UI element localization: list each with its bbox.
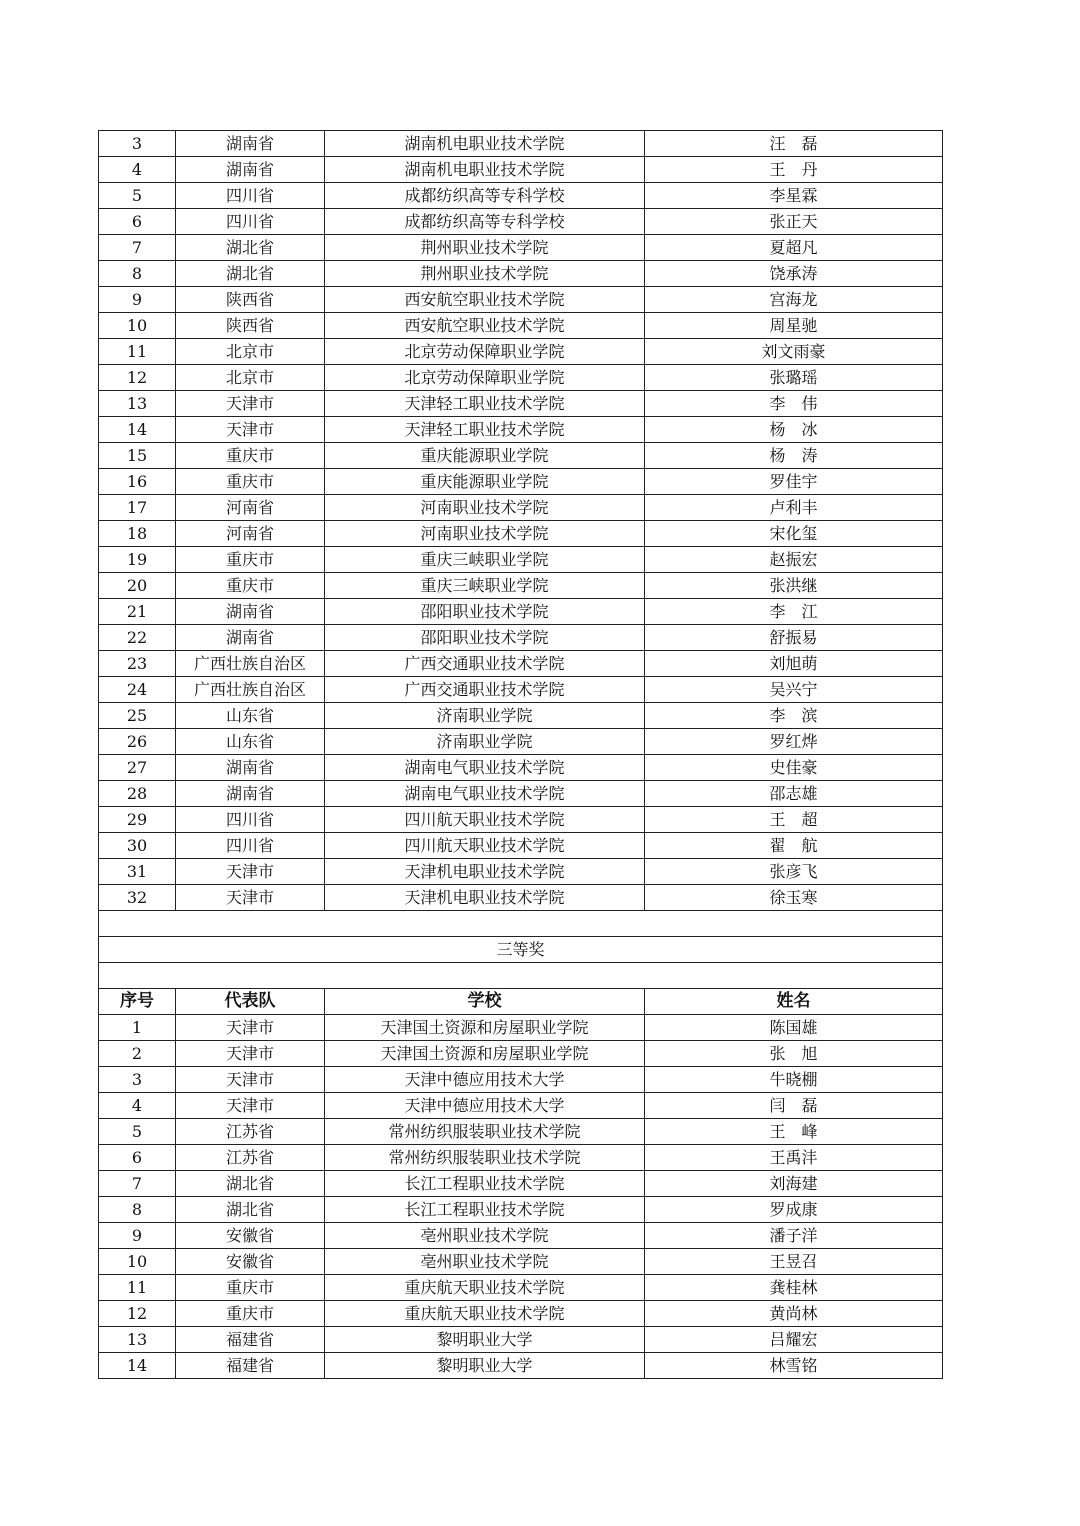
cell-team: 湖南省: [176, 781, 325, 807]
cell-team: 山东省: [176, 703, 325, 729]
cell-school: 广西交通职业技术学院: [325, 677, 645, 703]
cell-school: 荆州职业技术学院: [325, 235, 645, 261]
header-school: 学校: [325, 989, 645, 1015]
table-row: [99, 1301, 943, 1327]
table-row: [99, 1067, 943, 1093]
cell-no: 9: [99, 1223, 176, 1249]
cell-team: 重庆市: [176, 573, 325, 599]
cell-team: 重庆市: [176, 1275, 325, 1301]
cell-school: 重庆能源职业学院: [325, 443, 645, 469]
cell-team: 北京市: [176, 365, 325, 391]
cell-name: 张洪继: [645, 573, 943, 599]
cell-no: 10: [99, 313, 176, 339]
cell-name: 黄尚林: [645, 1301, 943, 1327]
cell-school: 长江工程职业技术学院: [325, 1197, 645, 1223]
table-row: [99, 1223, 943, 1249]
cell-no: 18: [99, 521, 176, 547]
cell-no: 5: [99, 183, 176, 209]
blank-row: [99, 963, 943, 989]
cell-school: 邵阳职业技术学院: [325, 625, 645, 651]
table-row: [99, 495, 943, 521]
table-row: [99, 677, 943, 703]
third-prize-rows: [99, 1015, 943, 1379]
cell-school: 北京劳动保障职业学院: [325, 365, 645, 391]
cell-school: 西安航空职业技术学院: [325, 313, 645, 339]
cell-no: 4: [99, 1093, 176, 1119]
cell-no: 25: [99, 703, 176, 729]
cell-team: 四川省: [176, 183, 325, 209]
cell-name: 林雪铭: [645, 1353, 943, 1379]
cell-team: 四川省: [176, 833, 325, 859]
table-row: [99, 781, 943, 807]
table-row: [99, 1093, 943, 1119]
cell-school: 天津中德应用技术大学: [325, 1067, 645, 1093]
cell-no: 22: [99, 625, 176, 651]
cell-school: 长江工程职业技术学院: [325, 1171, 645, 1197]
cell-team: 天津市: [176, 1015, 325, 1041]
cell-team: 湖南省: [176, 625, 325, 651]
table-row: [99, 365, 943, 391]
cell-name: 王 峰: [645, 1119, 943, 1145]
table-row: [99, 885, 943, 911]
cell-team: 湖北省: [176, 1171, 325, 1197]
cell-no: 32: [99, 885, 176, 911]
cell-team: 四川省: [176, 209, 325, 235]
table-row: [99, 183, 943, 209]
cell-no: 26: [99, 729, 176, 755]
cell-name: 赵振宏: [645, 547, 943, 573]
table-row: [99, 651, 943, 677]
cell-no: 7: [99, 1171, 176, 1197]
table-row: [99, 417, 943, 443]
cell-school: 天津国土资源和房屋职业学院: [325, 1015, 645, 1041]
table-row: [99, 1015, 943, 1041]
cell-name: 舒振易: [645, 625, 943, 651]
cell-name: 王禹沣: [645, 1145, 943, 1171]
cell-name: 杨 涛: [645, 443, 943, 469]
cell-school: 湖南机电职业技术学院: [325, 131, 645, 157]
cell-name: 邵志雄: [645, 781, 943, 807]
header-no: 序号: [99, 989, 176, 1015]
cell-name: 罗佳宇: [645, 469, 943, 495]
cell-team: 天津市: [176, 1067, 325, 1093]
cell-name: 王昱召: [645, 1249, 943, 1275]
cell-no: 14: [99, 1353, 176, 1379]
award-title: 三等奖: [99, 937, 943, 963]
cell-name: 张 旭: [645, 1041, 943, 1067]
cell-school: 荆州职业技术学院: [325, 261, 645, 287]
cell-no: 8: [99, 261, 176, 287]
cell-team: 天津市: [176, 885, 325, 911]
cell-no: 11: [99, 339, 176, 365]
cell-name: 王 超: [645, 807, 943, 833]
table-row: [99, 469, 943, 495]
cell-school: 天津轻工职业技术学院: [325, 391, 645, 417]
table-row: [99, 625, 943, 651]
cell-school: 邵阳职业技术学院: [325, 599, 645, 625]
cell-team: 重庆市: [176, 1301, 325, 1327]
cell-team: 陕西省: [176, 287, 325, 313]
table-row: [99, 859, 943, 885]
cell-name: 周星驰: [645, 313, 943, 339]
cell-school: 重庆三峡职业学院: [325, 573, 645, 599]
header-team: 代表队: [176, 989, 325, 1015]
award-title-row: [99, 937, 943, 963]
table-row: [99, 521, 943, 547]
table-row: [99, 729, 943, 755]
cell-name: 刘海建: [645, 1171, 943, 1197]
cell-no: 14: [99, 417, 176, 443]
cell-school: 湖南电气职业技术学院: [325, 755, 645, 781]
header-name: 姓名: [645, 989, 943, 1015]
table-row: [99, 807, 943, 833]
cell-school: 成都纺织高等专科学校: [325, 209, 645, 235]
cell-school: 湖南电气职业技术学院: [325, 781, 645, 807]
cell-name: 潘子洋: [645, 1223, 943, 1249]
table-row: [99, 703, 943, 729]
table-row: [99, 313, 943, 339]
cell-team: 陕西省: [176, 313, 325, 339]
cell-school: 四川航天职业技术学院: [325, 807, 645, 833]
cell-no: 12: [99, 365, 176, 391]
table-row: [99, 391, 943, 417]
cell-name: 刘旭萌: [645, 651, 943, 677]
cell-name: 刘文雨豪: [645, 339, 943, 365]
table-row: [99, 573, 943, 599]
cell-no: 23: [99, 651, 176, 677]
cell-school: 重庆航天职业技术学院: [325, 1301, 645, 1327]
cell-school: 天津国土资源和房屋职业学院: [325, 1041, 645, 1067]
cell-school: 重庆三峡职业学院: [325, 547, 645, 573]
table-row: [99, 1327, 943, 1353]
cell-name: 宫海龙: [645, 287, 943, 313]
cell-no: 13: [99, 1327, 176, 1353]
cell-name: 闫 磊: [645, 1093, 943, 1119]
cell-school: 天津轻工职业技术学院: [325, 417, 645, 443]
section-break: [99, 911, 943, 1015]
cell-team: 重庆市: [176, 443, 325, 469]
cell-school: 重庆航天职业技术学院: [325, 1275, 645, 1301]
cell-school: 常州纺织服装职业技术学院: [325, 1119, 645, 1145]
cell-no: 9: [99, 287, 176, 313]
table-row: [99, 1249, 943, 1275]
cell-name: 罗成康: [645, 1197, 943, 1223]
cell-name: 张彦飞: [645, 859, 943, 885]
cell-team: 湖南省: [176, 599, 325, 625]
table-row: [99, 1197, 943, 1223]
cell-no: 10: [99, 1249, 176, 1275]
cell-school: 黎明职业大学: [325, 1353, 645, 1379]
cell-school: 天津机电职业技术学院: [325, 885, 645, 911]
cell-school: 四川航天职业技术学院: [325, 833, 645, 859]
cell-team: 安徽省: [176, 1223, 325, 1249]
cell-no: 31: [99, 859, 176, 885]
cell-team: 重庆市: [176, 547, 325, 573]
table-row: [99, 547, 943, 573]
cell-no: 3: [99, 131, 176, 157]
cell-school: 北京劳动保障职业学院: [325, 339, 645, 365]
cell-name: 卢利丰: [645, 495, 943, 521]
table-row: [99, 287, 943, 313]
cell-no: 20: [99, 573, 176, 599]
table-row: [99, 1041, 943, 1067]
cell-team: 江苏省: [176, 1145, 325, 1171]
cell-no: 28: [99, 781, 176, 807]
cell-no: 13: [99, 391, 176, 417]
cell-school: 天津机电职业技术学院: [325, 859, 645, 885]
table-row: [99, 833, 943, 859]
cell-team: 福建省: [176, 1327, 325, 1353]
table-row: [99, 1275, 943, 1301]
cell-no: 15: [99, 443, 176, 469]
cell-no: 21: [99, 599, 176, 625]
cell-no: 1: [99, 1015, 176, 1041]
cell-no: 12: [99, 1301, 176, 1327]
cell-school: 济南职业学院: [325, 703, 645, 729]
cell-name: 李 伟: [645, 391, 943, 417]
cell-team: 湖南省: [176, 755, 325, 781]
cell-name: 李星霖: [645, 183, 943, 209]
cell-name: 徐玉寒: [645, 885, 943, 911]
table-row: [99, 1171, 943, 1197]
table-row: [99, 209, 943, 235]
cell-school: 济南职业学院: [325, 729, 645, 755]
cell-school: 黎明职业大学: [325, 1327, 645, 1353]
cell-team: 天津市: [176, 391, 325, 417]
cell-name: 史佳豪: [645, 755, 943, 781]
cell-school: 河南职业技术学院: [325, 495, 645, 521]
cell-no: 4: [99, 157, 176, 183]
cell-name: 张璐瑶: [645, 365, 943, 391]
cell-team: 广西壮族自治区: [176, 677, 325, 703]
cell-name: 李 江: [645, 599, 943, 625]
cell-name: 张正天: [645, 209, 943, 235]
table-row: [99, 599, 943, 625]
cell-name: 吴兴宁: [645, 677, 943, 703]
cell-no: 11: [99, 1275, 176, 1301]
cell-team: 湖北省: [176, 261, 325, 287]
cell-school: 成都纺织高等专科学校: [325, 183, 645, 209]
cell-name: 牛晓棚: [645, 1067, 943, 1093]
table-row: [99, 339, 943, 365]
cell-no: 8: [99, 1197, 176, 1223]
second-prize-rows: [99, 131, 943, 911]
cell-school: 天津中德应用技术大学: [325, 1093, 645, 1119]
cell-team: 重庆市: [176, 469, 325, 495]
cell-team: 四川省: [176, 807, 325, 833]
cell-no: 29: [99, 807, 176, 833]
cell-no: 2: [99, 1041, 176, 1067]
results-table: [98, 130, 943, 1379]
cell-team: 广西壮族自治区: [176, 651, 325, 677]
cell-team: 山东省: [176, 729, 325, 755]
blank-row: [99, 911, 943, 937]
cell-school: 西安航空职业技术学院: [325, 287, 645, 313]
cell-team: 天津市: [176, 1041, 325, 1067]
cell-name: 李 滨: [645, 703, 943, 729]
table-row: [99, 131, 943, 157]
cell-school: 常州纺织服装职业技术学院: [325, 1145, 645, 1171]
cell-school: 湖南机电职业技术学院: [325, 157, 645, 183]
table-row: [99, 261, 943, 287]
cell-school: 广西交通职业技术学院: [325, 651, 645, 677]
table-row: [99, 1119, 943, 1145]
cell-team: 天津市: [176, 417, 325, 443]
table-row: [99, 157, 943, 183]
cell-team: 天津市: [176, 1093, 325, 1119]
cell-team: 湖南省: [176, 131, 325, 157]
cell-school: 河南职业技术学院: [325, 521, 645, 547]
cell-no: 24: [99, 677, 176, 703]
table-row: [99, 1353, 943, 1379]
cell-no: 30: [99, 833, 176, 859]
cell-no: 16: [99, 469, 176, 495]
cell-team: 江苏省: [176, 1119, 325, 1145]
cell-team: 福建省: [176, 1353, 325, 1379]
table-row: [99, 443, 943, 469]
cell-no: 17: [99, 495, 176, 521]
cell-no: 7: [99, 235, 176, 261]
cell-no: 19: [99, 547, 176, 573]
cell-no: 3: [99, 1067, 176, 1093]
cell-no: 27: [99, 755, 176, 781]
cell-name: 王 丹: [645, 157, 943, 183]
cell-no: 6: [99, 1145, 176, 1171]
cell-name: 陈国雄: [645, 1015, 943, 1041]
table-row: [99, 1145, 943, 1171]
cell-name: 宋化玺: [645, 521, 943, 547]
cell-school: 亳州职业技术学院: [325, 1223, 645, 1249]
header-row: [99, 989, 943, 1015]
cell-name: 吕耀宏: [645, 1327, 943, 1353]
cell-name: 饶承涛: [645, 261, 943, 287]
cell-school: 亳州职业技术学院: [325, 1249, 645, 1275]
cell-team: 安徽省: [176, 1249, 325, 1275]
cell-name: 龚桂林: [645, 1275, 943, 1301]
cell-school: 重庆能源职业学院: [325, 469, 645, 495]
cell-team: 河南省: [176, 521, 325, 547]
cell-name: 罗红烨: [645, 729, 943, 755]
table-row: [99, 755, 943, 781]
cell-team: 北京市: [176, 339, 325, 365]
cell-team: 河南省: [176, 495, 325, 521]
cell-no: 5: [99, 1119, 176, 1145]
cell-team: 天津市: [176, 859, 325, 885]
cell-no: 6: [99, 209, 176, 235]
cell-team: 湖南省: [176, 157, 325, 183]
cell-name: 翟 航: [645, 833, 943, 859]
cell-team: 湖北省: [176, 235, 325, 261]
table-row: [99, 235, 943, 261]
cell-team: 湖北省: [176, 1197, 325, 1223]
cell-name: 夏超凡: [645, 235, 943, 261]
cell-name: 汪 磊: [645, 131, 943, 157]
cell-name: 杨 冰: [645, 417, 943, 443]
